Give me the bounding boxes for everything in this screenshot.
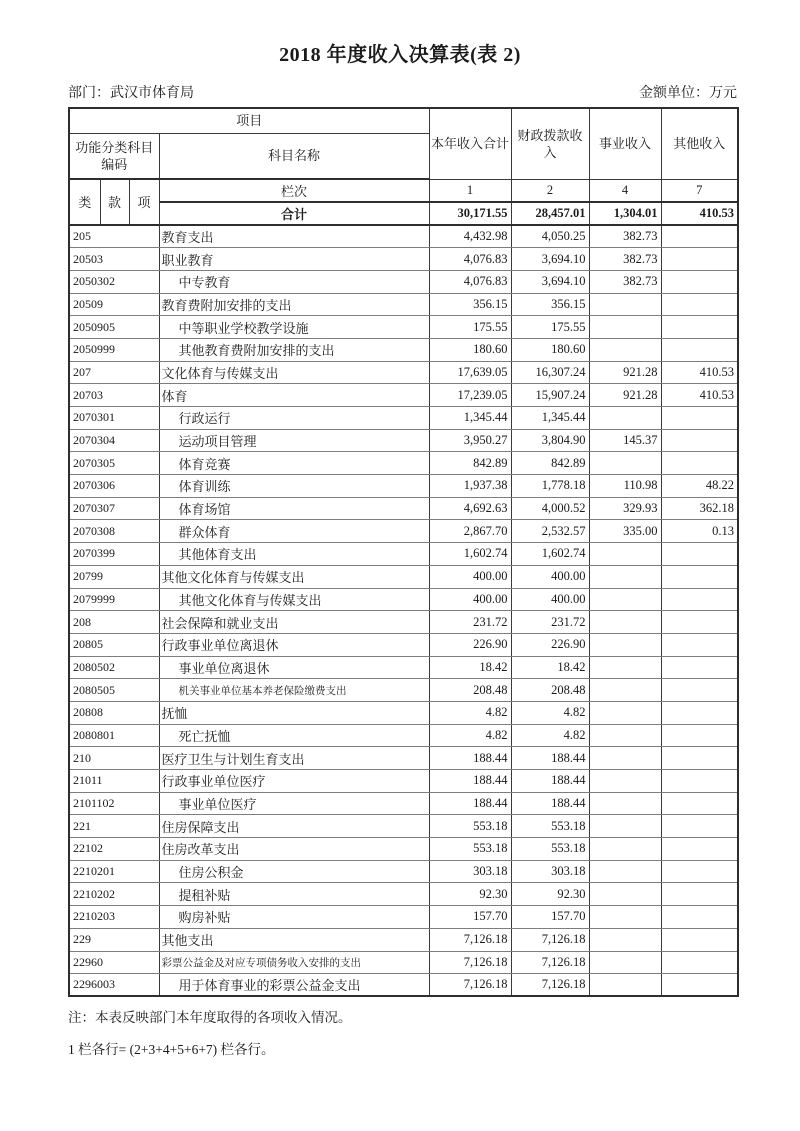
- row-value: 842.89: [429, 452, 511, 475]
- row-value: [661, 906, 738, 929]
- row-value: [589, 770, 661, 793]
- row-value: 0.13: [661, 520, 738, 543]
- row-value: [661, 611, 738, 634]
- table-row: [69, 588, 738, 611]
- row-value: [661, 747, 738, 770]
- row-value: 7,126.18: [429, 951, 511, 974]
- row-name: 中专教育: [159, 270, 429, 293]
- row-value: [589, 679, 661, 702]
- row-name: 其他体育支出: [159, 543, 429, 566]
- total-label: 合计: [159, 202, 429, 225]
- table-row: [69, 611, 738, 634]
- footer-notes: [68, 1006, 800, 1058]
- header-col-business-income: 事业收入: [589, 108, 661, 179]
- row-value: 92.30: [511, 883, 589, 906]
- row-value: [661, 407, 738, 430]
- row-value: 7,126.18: [511, 974, 589, 997]
- row-name: 体育: [159, 384, 429, 407]
- table-row: [69, 225, 738, 248]
- row-value: 553.18: [429, 815, 511, 838]
- row-value: 1,602.74: [511, 543, 589, 566]
- row-name: 其他文化体育与传媒支出: [159, 565, 429, 588]
- row-name: 体育训练: [159, 475, 429, 498]
- row-value: 3,804.90: [511, 429, 589, 452]
- row-value: 356.15: [511, 293, 589, 316]
- row-value: 18.42: [429, 656, 511, 679]
- total-value: 410.53: [661, 202, 738, 225]
- row-value: [661, 792, 738, 815]
- row-value: 1,937.38: [429, 475, 511, 498]
- row-code: 2080502: [69, 656, 159, 679]
- row-value: 188.44: [511, 747, 589, 770]
- row-value: [661, 633, 738, 656]
- table-row: [69, 860, 738, 883]
- row-value: 335.00: [589, 520, 661, 543]
- row-code: 229: [69, 928, 159, 951]
- row-value: [589, 338, 661, 361]
- row-code: 207: [69, 361, 159, 384]
- row-value: 2,532.57: [511, 520, 589, 543]
- table-row: [69, 679, 738, 702]
- row-name: 购房补贴: [159, 906, 429, 929]
- table-row: [69, 633, 738, 656]
- row-value: [589, 656, 661, 679]
- row-value: 231.72: [429, 611, 511, 634]
- total-value: 1,304.01: [589, 202, 661, 225]
- row-value: 4,076.83: [429, 270, 511, 293]
- row-value: [661, 316, 738, 339]
- row-value: [661, 928, 738, 951]
- row-code: 2050302: [69, 270, 159, 293]
- row-code: 2070399: [69, 543, 159, 566]
- row-name: 住房保障支出: [159, 815, 429, 838]
- table-row: [69, 883, 738, 906]
- row-value: 157.70: [429, 906, 511, 929]
- note-line-1: 注：本表反映部门本年度取得的各项收入情况。: [68, 1010, 352, 1026]
- row-value: 400.00: [429, 565, 511, 588]
- row-value: [589, 974, 661, 997]
- row-name: 教育支出: [159, 225, 429, 248]
- header-xiang: 项: [129, 179, 159, 225]
- row-value: [661, 815, 738, 838]
- table-row: [69, 543, 738, 566]
- row-value: [661, 225, 738, 248]
- row-code: 221: [69, 815, 159, 838]
- header-col-other-income: 其他收入: [661, 108, 738, 179]
- row-value: [589, 316, 661, 339]
- row-code: 210: [69, 747, 159, 770]
- row-value: 145.37: [589, 429, 661, 452]
- row-code: 2070304: [69, 429, 159, 452]
- row-value: [661, 565, 738, 588]
- row-value: 553.18: [511, 815, 589, 838]
- row-value: 17,639.05: [429, 361, 511, 384]
- row-value: 4,076.83: [429, 248, 511, 271]
- table-row: [69, 497, 738, 520]
- row-value: [661, 974, 738, 997]
- row-value: 188.44: [429, 770, 511, 793]
- row-value: [661, 701, 738, 724]
- row-name: 行政事业单位医疗: [159, 770, 429, 793]
- row-code: 2050999: [69, 338, 159, 361]
- header-lei: 类: [69, 179, 100, 225]
- row-value: [589, 815, 661, 838]
- total-value: 30,171.55: [429, 202, 511, 225]
- row-value: 3,694.10: [511, 248, 589, 271]
- header-colnum-1: 1: [429, 179, 511, 202]
- income-table: [68, 107, 739, 997]
- row-value: 4.82: [429, 724, 511, 747]
- row-value: 410.53: [661, 384, 738, 407]
- row-code: 205: [69, 225, 159, 248]
- row-value: [589, 633, 661, 656]
- row-value: [661, 270, 738, 293]
- table-row: [69, 815, 738, 838]
- row-code: 20808: [69, 701, 159, 724]
- row-value: 226.90: [429, 633, 511, 656]
- row-value: 175.55: [511, 316, 589, 339]
- row-value: [589, 792, 661, 815]
- row-code: 2070307: [69, 497, 159, 520]
- total-row: [69, 202, 738, 225]
- row-value: [589, 407, 661, 430]
- row-value: 17,239.05: [429, 384, 511, 407]
- row-value: [589, 293, 661, 316]
- row-value: 4.82: [511, 701, 589, 724]
- row-value: 410.53: [661, 361, 738, 384]
- row-value: [661, 248, 738, 271]
- row-value: [661, 679, 738, 702]
- table-row: [69, 928, 738, 951]
- header-row-project: [69, 108, 738, 133]
- table-body: [69, 225, 738, 996]
- header-func-code: 功能分类科目编码: [69, 133, 159, 179]
- row-code: 2070306: [69, 475, 159, 498]
- row-value: 382.73: [589, 270, 661, 293]
- row-value: 303.18: [511, 860, 589, 883]
- table-row: [69, 906, 738, 929]
- row-code: 2210201: [69, 860, 159, 883]
- row-name: 事业单位医疗: [159, 792, 429, 815]
- header-colnum-4: 4: [589, 179, 661, 202]
- row-value: 92.30: [429, 883, 511, 906]
- row-name: 职业教育: [159, 248, 429, 271]
- table-row: [69, 475, 738, 498]
- row-value: 842.89: [511, 452, 589, 475]
- row-value: 188.44: [511, 792, 589, 815]
- row-name: 死亡抚恤: [159, 724, 429, 747]
- table-row: [69, 520, 738, 543]
- row-value: [661, 429, 738, 452]
- row-value: [661, 588, 738, 611]
- row-value: [589, 565, 661, 588]
- header-col-total-income: 本年收入合计: [429, 108, 511, 179]
- header-colnum-2: 2: [511, 179, 589, 202]
- row-name: 机关事业单位基本养老保险缴费支出: [159, 679, 429, 702]
- row-value: 553.18: [429, 838, 511, 861]
- row-value: 3,950.27: [429, 429, 511, 452]
- table-row: [69, 974, 738, 997]
- table-row: [69, 407, 738, 430]
- row-value: [589, 452, 661, 475]
- note-line-2: 1 栏各行= (2+3+4+5+6+7) 栏各行。: [68, 1042, 275, 1058]
- row-value: [661, 860, 738, 883]
- row-value: 2,867.70: [429, 520, 511, 543]
- row-value: [661, 724, 738, 747]
- row-value: 3,694.10: [511, 270, 589, 293]
- row-code: 2070308: [69, 520, 159, 543]
- row-value: 188.44: [511, 770, 589, 793]
- row-code: 2296003: [69, 974, 159, 997]
- table-row: [69, 293, 738, 316]
- row-value: 7,126.18: [511, 928, 589, 951]
- row-name: 文化体育与传媒支出: [159, 361, 429, 384]
- row-value: [661, 883, 738, 906]
- row-name: 提租补贴: [159, 883, 429, 906]
- department-label: 部门：武汉市体育局: [68, 86, 194, 101]
- table-row: [69, 724, 738, 747]
- row-value: 48.22: [661, 475, 738, 498]
- row-value: 15,907.24: [511, 384, 589, 407]
- row-value: 382.73: [589, 225, 661, 248]
- header-subject-name: 科目名称: [159, 133, 429, 179]
- table-row: [69, 838, 738, 861]
- row-code: 2210202: [69, 883, 159, 906]
- row-value: 1,345.44: [429, 407, 511, 430]
- row-name: 体育竞赛: [159, 452, 429, 475]
- row-code: 22102: [69, 838, 159, 861]
- header-col-fiscal-income: 财政拨款收入: [511, 108, 589, 179]
- row-value: [589, 883, 661, 906]
- row-value: 4.82: [429, 701, 511, 724]
- row-value: 175.55: [429, 316, 511, 339]
- table-row: [69, 384, 738, 407]
- row-value: 180.60: [511, 338, 589, 361]
- row-name: 行政事业单位离退休: [159, 633, 429, 656]
- row-value: [589, 747, 661, 770]
- row-code: 2070301: [69, 407, 159, 430]
- row-code: 2210203: [69, 906, 159, 929]
- row-name: 抚恤: [159, 701, 429, 724]
- row-code: 2050905: [69, 316, 159, 339]
- row-value: 7,126.18: [429, 974, 511, 997]
- row-value: 188.44: [429, 747, 511, 770]
- row-code: 2070305: [69, 452, 159, 475]
- row-name: 其他文化体育与传媒支出: [159, 588, 429, 611]
- total-value: 28,457.01: [511, 202, 589, 225]
- row-value: [589, 543, 661, 566]
- row-value: 157.70: [511, 906, 589, 929]
- row-value: 226.90: [511, 633, 589, 656]
- row-code: 20805: [69, 633, 159, 656]
- row-value: [589, 951, 661, 974]
- header-colnum-7: 7: [661, 179, 738, 202]
- row-value: 400.00: [511, 588, 589, 611]
- row-value: [661, 338, 738, 361]
- row-name: 住房改革支出: [159, 838, 429, 861]
- table-row: [69, 316, 738, 339]
- row-value: 7,126.18: [511, 951, 589, 974]
- row-value: 303.18: [429, 860, 511, 883]
- header-kuan: 款: [100, 179, 129, 225]
- row-code: 2079999: [69, 588, 159, 611]
- row-code: 20503: [69, 248, 159, 271]
- row-value: 356.15: [429, 293, 511, 316]
- row-value: [661, 951, 738, 974]
- table-row: [69, 792, 738, 815]
- meta-row: [68, 82, 737, 102]
- header-project: 项目: [69, 108, 429, 133]
- row-value: [589, 860, 661, 883]
- table-row: [69, 747, 738, 770]
- page-title: 2018 年度收入决算表(表 2): [279, 44, 521, 66]
- row-value: [661, 543, 738, 566]
- row-value: 921.28: [589, 361, 661, 384]
- row-name: 社会保障和就业支出: [159, 611, 429, 634]
- row-name: 用于体育事业的彩票公益金支出: [159, 974, 429, 997]
- row-value: [661, 293, 738, 316]
- row-name: 运动项目管理: [159, 429, 429, 452]
- row-value: 208.48: [429, 679, 511, 702]
- row-value: 1,345.44: [511, 407, 589, 430]
- table-row: [69, 452, 738, 475]
- table-row: [69, 429, 738, 452]
- table-row: [69, 270, 738, 293]
- row-name: 其他教育费附加安排的支出: [159, 338, 429, 361]
- row-value: 400.00: [429, 588, 511, 611]
- row-name: 体育场馆: [159, 497, 429, 520]
- table-row: [69, 656, 738, 679]
- row-value: 7,126.18: [429, 928, 511, 951]
- row-value: [661, 452, 738, 475]
- table-row: [69, 770, 738, 793]
- row-name: 彩票公益金及对应专项债务收入安排的支出: [159, 951, 429, 974]
- row-value: 4,000.52: [511, 497, 589, 520]
- row-code: 208: [69, 611, 159, 634]
- row-value: [661, 656, 738, 679]
- table-row: [69, 701, 738, 724]
- row-value: [589, 701, 661, 724]
- row-value: 18.42: [511, 656, 589, 679]
- row-name: 教育费附加安排的支出: [159, 293, 429, 316]
- header-row-lanci: [69, 179, 738, 202]
- row-code: 21011: [69, 770, 159, 793]
- row-name: 行政运行: [159, 407, 429, 430]
- row-value: 188.44: [429, 792, 511, 815]
- row-value: 382.73: [589, 248, 661, 271]
- row-value: [589, 724, 661, 747]
- table-row: [69, 248, 738, 271]
- row-value: 1,778.18: [511, 475, 589, 498]
- row-name: 住房公积金: [159, 860, 429, 883]
- row-value: [589, 928, 661, 951]
- row-value: 329.93: [589, 497, 661, 520]
- row-value: [589, 838, 661, 861]
- table-row: [69, 951, 738, 974]
- row-name: 事业单位离退休: [159, 656, 429, 679]
- row-value: 4.82: [511, 724, 589, 747]
- row-value: 208.48: [511, 679, 589, 702]
- row-code: 20799: [69, 565, 159, 588]
- row-value: [661, 838, 738, 861]
- row-code: 2101102: [69, 792, 159, 815]
- row-value: 1,602.74: [429, 543, 511, 566]
- row-name: 医疗卫生与计划生育支出: [159, 747, 429, 770]
- row-value: 4,432.98: [429, 225, 511, 248]
- row-value: 231.72: [511, 611, 589, 634]
- row-value: 16,307.24: [511, 361, 589, 384]
- row-value: 180.60: [429, 338, 511, 361]
- row-code: 2080505: [69, 679, 159, 702]
- row-value: 4,692.63: [429, 497, 511, 520]
- header-lanci-label: 栏次: [159, 179, 429, 202]
- row-name: 其他支出: [159, 928, 429, 951]
- row-value: [589, 611, 661, 634]
- row-code: 20703: [69, 384, 159, 407]
- row-value: 110.98: [589, 475, 661, 498]
- row-code: 2080801: [69, 724, 159, 747]
- row-name: 群众体育: [159, 520, 429, 543]
- table-row: [69, 338, 738, 361]
- row-value: 362.18: [661, 497, 738, 520]
- row-value: 921.28: [589, 384, 661, 407]
- row-code: 22960: [69, 951, 159, 974]
- row-value: 4,050.25: [511, 225, 589, 248]
- row-code: 20509: [69, 293, 159, 316]
- row-value: [589, 588, 661, 611]
- table-row: [69, 565, 738, 588]
- row-value: 400.00: [511, 565, 589, 588]
- table-row: [69, 361, 738, 384]
- unit-label: 金额单位：万元: [639, 86, 737, 101]
- row-value: 553.18: [511, 838, 589, 861]
- row-value: [661, 770, 738, 793]
- row-name: 中等职业学校教学设施: [159, 316, 429, 339]
- row-value: [589, 906, 661, 929]
